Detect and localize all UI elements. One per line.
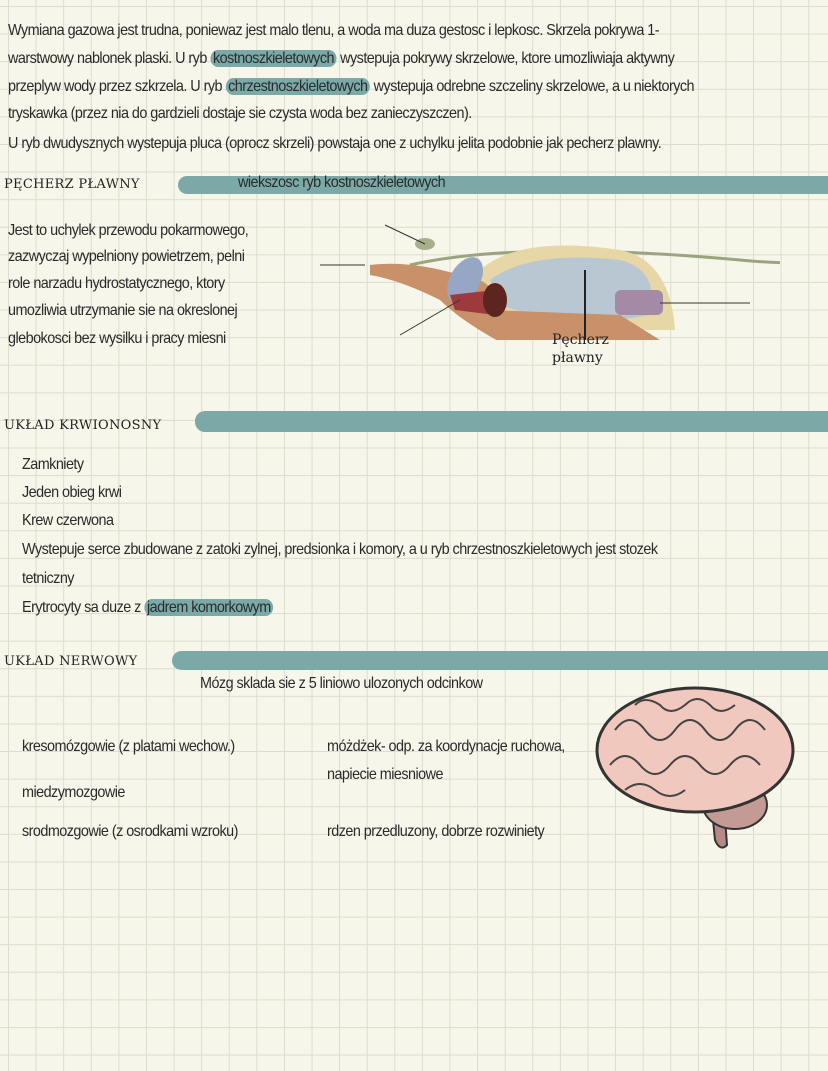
para-line: role narzadu hydrostatycznego, ktory	[8, 275, 225, 292]
text: przeplyw wody przez szkrzela. U ryb	[8, 78, 226, 95]
para-line: Jest to uchylek przewodu pokarmowego,	[8, 222, 249, 239]
bar-text: wiekszosc ryb kostnoszkieletowych	[238, 174, 446, 191]
highlight: kostnoszkieletowych	[210, 50, 336, 67]
diagram-label: pławny	[552, 350, 603, 366]
brain-part: kresomózgowie (z platami wechow.)	[22, 738, 235, 755]
list-item: Wystepuje serce zbudowane z zatoki zylnej, predsionka i komory, a u ryb chrzestnoszkieletowych jest stozek	[22, 541, 658, 558]
diagram-label: Pęcherz	[552, 332, 609, 348]
brain-part: miedzymozgowie	[22, 784, 125, 801]
section-bar	[172, 651, 828, 670]
intro-line-5: U ryb dwudysznych wystepuja pluca (oprocz skrzeli) powstaja one z uchylku jelita podobnie jak pecherz plawny.	[8, 135, 662, 152]
intro-line-2	[8, 50, 674, 68]
list-item: tetniczny	[22, 570, 74, 587]
text: warstwowy nablonek plaski. U ryb	[8, 50, 211, 67]
brain-part: srodmozgowie (z osrodkami wzroku)	[22, 823, 238, 840]
subtitle: Mózg sklada sie z 5 liniowo ulozonych odcinkow	[200, 675, 483, 692]
heading-nervous: UKŁAD NERWOWY	[4, 654, 138, 669]
heading-circulatory: UKŁAD KRWIONOSNY	[4, 418, 162, 433]
list-item: Jeden obieg krwi	[22, 484, 122, 501]
list-item	[22, 599, 273, 617]
text: wystepuja pokrywy skrzelowe, ktore umozliwiaja aktywny	[336, 50, 675, 67]
para-line: umozliwia utrzymanie sie na okreslonej	[8, 302, 238, 319]
para-line: glebokosci bez wysilku i pracy miesni	[8, 330, 226, 347]
text: wystepuja odrebne szczeliny skrzelowe, a u niektorych	[370, 78, 695, 95]
section-bar	[195, 411, 828, 432]
brain-illustration	[595, 680, 805, 860]
highlight: jadrem komorkowym	[144, 599, 273, 616]
list-item: Krew czerwona	[22, 512, 114, 529]
brain-part: móżdżek- odp. za koordynacje ruchowa,	[327, 738, 565, 755]
intro-line-1: Wymiana gazowa jest trudna, poniewaz jest malo tlenu, a woda ma duza gestosc i lepkosc. Skrzela pokrywa 1-	[8, 22, 659, 39]
highlight: chrzestnoszkieletowych	[225, 78, 370, 95]
text: Erytrocyty sa duze z	[22, 599, 145, 616]
brain-part: rdzen przedluzony, dobrze rozwiniety	[327, 823, 545, 840]
para-line: zazwyczaj wypelniony powietrzem, pelni	[8, 248, 245, 265]
intro-line-3	[8, 78, 694, 96]
heading-swim-bladder: PĘCHERZ PŁAWNY	[4, 177, 140, 192]
intro-line-4: tryskawka (przez nia do gardzieli dostaje sie czysta woda bez zanieczyszczen).	[8, 105, 472, 122]
fish-anatomy-diagram	[320, 220, 780, 340]
brain-part: napiecie miesniowe	[327, 766, 443, 783]
list-item: Zamkniety	[22, 456, 84, 473]
